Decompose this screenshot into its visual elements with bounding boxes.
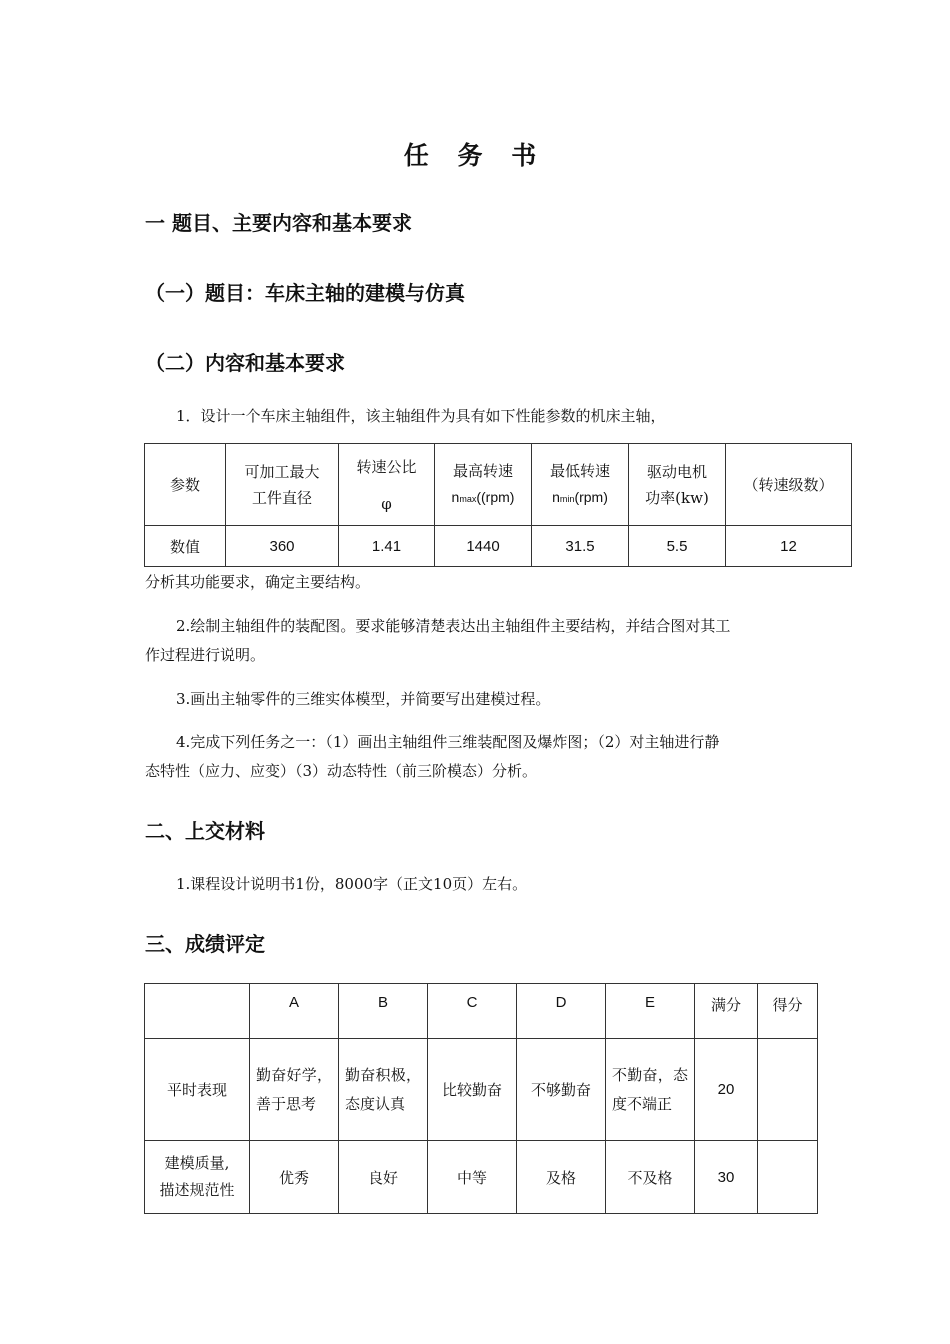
- requirement-item-4-line2: 态特性（应力、应变）（3）动态特性（前三阶模态）分析。: [145, 762, 538, 780]
- parameter-table-value-row: [145, 526, 852, 567]
- levels-header-label: （转速级数）: [743, 476, 834, 494]
- modeling-grade-e-cell: 不及格: [606, 1141, 695, 1214]
- grade-e-header: E: [606, 984, 695, 1039]
- nmax-header-line1: 最高转速: [452, 461, 513, 480]
- subsection-requirements: （二）内容和基本要求: [145, 351, 345, 375]
- power-header-cell: [629, 444, 726, 526]
- nmin-value-cell: 31.5: [532, 526, 629, 567]
- nmin-header-unit: nmin(rpm): [552, 488, 608, 505]
- daily-grade-d-cell: 不够勤奋: [517, 1039, 606, 1141]
- daily-grade-a-cell: 勤奋好学，善于思考: [250, 1039, 339, 1141]
- requirement-item-3: 3.画出主轴零件的三维实体模型，并简要写出建模过程。: [176, 690, 551, 708]
- modeling-label-line1: 建模质量,: [164, 1154, 230, 1172]
- diameter-header-line1: 可加工最大: [244, 462, 320, 481]
- requirement-item-1: 1．设计一个车床主轴组件，该主轴组件为具有如下性能参数的机床主轴，: [176, 407, 666, 425]
- nmax-value-cell: 1440: [435, 526, 532, 567]
- modeling-full-score-cell: 30: [695, 1141, 758, 1214]
- modeling-score-cell[interactable]: [758, 1141, 818, 1214]
- nmin-header-cell: [532, 444, 629, 526]
- power-value-cell: 5.5: [629, 526, 726, 567]
- grading-header-blank: [145, 984, 250, 1039]
- ratio-header-cell: [339, 444, 435, 526]
- requirement-item-2-line1: 2.绘制主轴组件的装配图。要求能够清楚表达出主轴组件主要结构，并结合图对其工: [176, 617, 731, 635]
- subsection-topic: （一）题目：车床主轴的建模与仿真: [145, 281, 465, 305]
- nmax-header-cell: [435, 444, 532, 526]
- modeling-grade-d-cell: 及格: [517, 1141, 606, 1214]
- daily-grade-e-cell: 不勤奋，态度不端正: [606, 1039, 695, 1141]
- levels-header-cell: [726, 444, 852, 526]
- ratio-value-cell: 1.41: [339, 526, 435, 567]
- section-3-heading: 三、成绩评定: [145, 932, 265, 956]
- grading-table: [144, 983, 818, 1214]
- diameter-value-cell: 360: [226, 526, 339, 567]
- after-table-text: 分析其功能要求，确定主要结构。: [145, 573, 371, 591]
- requirement-item-4-line1: 4.完成下列任务之一：（1）画出主轴组件三维装配图及爆炸图；（2）对主轴进行静: [176, 733, 720, 751]
- page-title: 任 务 书: [403, 141, 547, 170]
- parameter-table: [144, 443, 852, 567]
- ratio-header-line1: 转速公比: [356, 458, 417, 476]
- section-2-heading: 二、上交材料: [145, 819, 265, 843]
- nmax-header-unit: nmax((rpm): [451, 488, 515, 505]
- deliverable-item-1: 1.课程设计说明书1份，8000字（正文10页）左右。: [176, 875, 528, 893]
- section-1-heading: 一 题目、主要内容和基本要求: [145, 211, 412, 235]
- param-header-label: 参数: [169, 476, 200, 494]
- power-header-line1: 驱动电机: [646, 462, 707, 481]
- power-header-line2: 功率(kw): [645, 488, 709, 507]
- grade-c-header: C: [428, 984, 517, 1039]
- score-header: 得分: [758, 984, 818, 1039]
- modeling-grade-a-cell: 优秀: [250, 1141, 339, 1214]
- requirement-item-2-line2: 作过程进行说明。: [145, 646, 266, 664]
- nmin-header-line1: 最低转速: [549, 461, 610, 480]
- modeling-label-cell: [145, 1141, 250, 1214]
- parameter-table-header-row: [145, 444, 852, 526]
- daily-score-cell[interactable]: [758, 1039, 818, 1141]
- ratio-header-symbol: φ: [381, 495, 392, 513]
- modeling-grade-c-cell: 中等: [428, 1141, 517, 1214]
- value-label-cell: 数值: [145, 526, 226, 567]
- diameter-header-cell: [226, 444, 339, 526]
- grading-row-modeling: [145, 1141, 818, 1214]
- diameter-header-line2: 工件直径: [251, 488, 312, 507]
- grading-table-header-row: [145, 984, 818, 1039]
- daily-label-cell: 平时表现: [145, 1039, 250, 1141]
- grade-a-header: A: [250, 984, 339, 1039]
- full-score-header: 满分: [695, 984, 758, 1039]
- param-header-cell: [145, 444, 226, 526]
- daily-grade-c-cell: 比较勤奋: [428, 1039, 517, 1141]
- grading-row-daily: [145, 1039, 818, 1141]
- daily-grade-b-cell: 勤奋积极，态度认真: [339, 1039, 428, 1141]
- grade-d-header: D: [517, 984, 606, 1039]
- levels-value-cell: 12: [726, 526, 852, 567]
- grade-b-header: B: [339, 984, 428, 1039]
- daily-full-score-cell: 20: [695, 1039, 758, 1141]
- modeling-label-line2: 描述规范性: [159, 1181, 235, 1199]
- modeling-grade-b-cell: 良好: [339, 1141, 428, 1214]
